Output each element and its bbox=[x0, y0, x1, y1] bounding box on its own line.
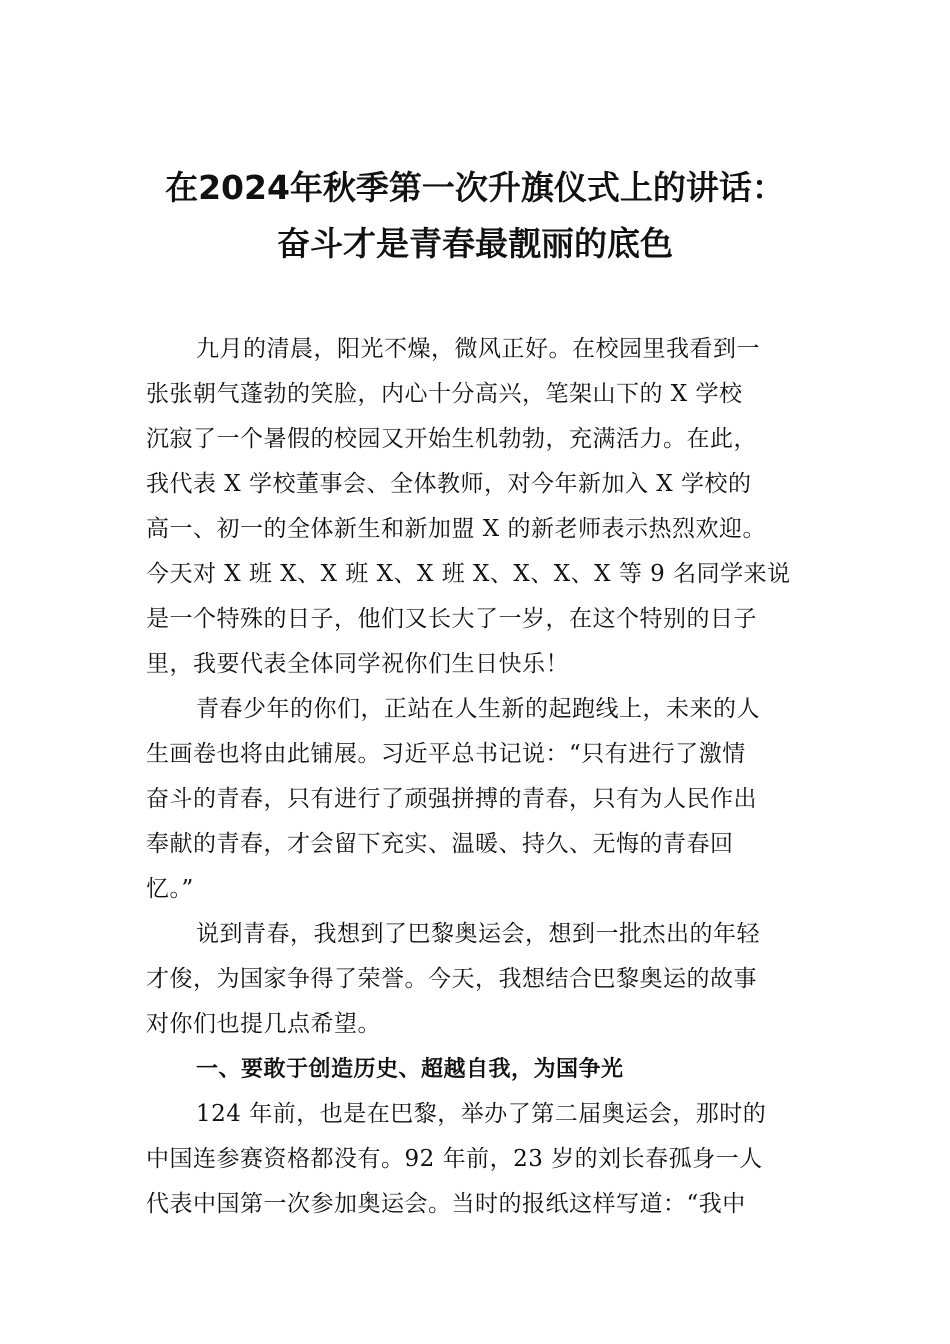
paragraph-line: 是一个特殊的日子，他们又长大了一岁，在这个特别的日子 bbox=[146, 606, 757, 632]
paragraph-line: 沉寂了一个暑假的校园又开始生机勃勃，充满活力。在此， bbox=[146, 426, 757, 452]
paragraph-line: 生画卷也将由此铺展。习近平总书记说：“只有进行了激情 bbox=[146, 741, 746, 767]
paragraph-line: 高一、初一的全体新生和新加盟 X 的新老师表示热烈欢迎。 bbox=[146, 516, 766, 542]
paragraph-line: 中国连参赛资格都没有。92 年前，23 岁的刘长春孤身一人 bbox=[146, 1146, 763, 1172]
paragraph-line: 九月的清晨，阳光不燥，微风正好。在校园里我看到一 bbox=[196, 336, 760, 362]
paragraph-line: 才俊，为国家争得了荣誉。今天，我想结合巴黎奥运的故事 bbox=[146, 966, 757, 992]
paragraph-line: 124 年前，也是在巴黎，举办了第二届奥运会，那时的 bbox=[196, 1101, 767, 1127]
paragraph-line: 代表中国第一次参加奥运会。当时的报纸这样写道：“我中 bbox=[146, 1191, 746, 1217]
title-line-1: 在2024年秋季第一次升旗仪式上的讲话： bbox=[165, 168, 785, 207]
paragraph-line: 张张朝气蓬勃的笑脸，内心十分高兴，笔架山下的 X 学校 bbox=[146, 381, 743, 407]
paragraph-line: 对你们也提几点希望。 bbox=[146, 1011, 381, 1037]
title-line-2: 奋斗才是青春最靓丽的底色 bbox=[277, 224, 673, 263]
document-title bbox=[0, 160, 950, 272]
paragraph-line: 奉献的青春，才会留下充实、温暖、持久、无悔的青春回 bbox=[146, 831, 734, 857]
document-body bbox=[146, 327, 822, 1227]
paragraph-line: 青春少年的你们，正站在人生新的起跑线上，未来的人 bbox=[196, 696, 760, 722]
paragraph-line: 说到青春，我想到了巴黎奥运会，想到一批杰出的年轻 bbox=[196, 921, 760, 947]
paragraph-line: 我代表 X 学校董事会、全体教师，对今年新加入 X 学校的 bbox=[146, 471, 752, 497]
paragraph-line: 奋斗的青春，只有进行了顽强拼搏的青春，只有为人民作出 bbox=[146, 786, 757, 812]
paragraph-line: 忆。” bbox=[146, 876, 194, 902]
paragraph-line: 里，我要代表全体同学祝你们生日快乐！ bbox=[146, 651, 569, 677]
paragraph-line: 今天对 X 班 X、X 班 X、X 班 X、X、X、X 等 9 名同学来说 bbox=[146, 561, 791, 587]
section-heading: 一、要敢于创造历史、超越自我，为国争光 bbox=[196, 1057, 624, 1082]
